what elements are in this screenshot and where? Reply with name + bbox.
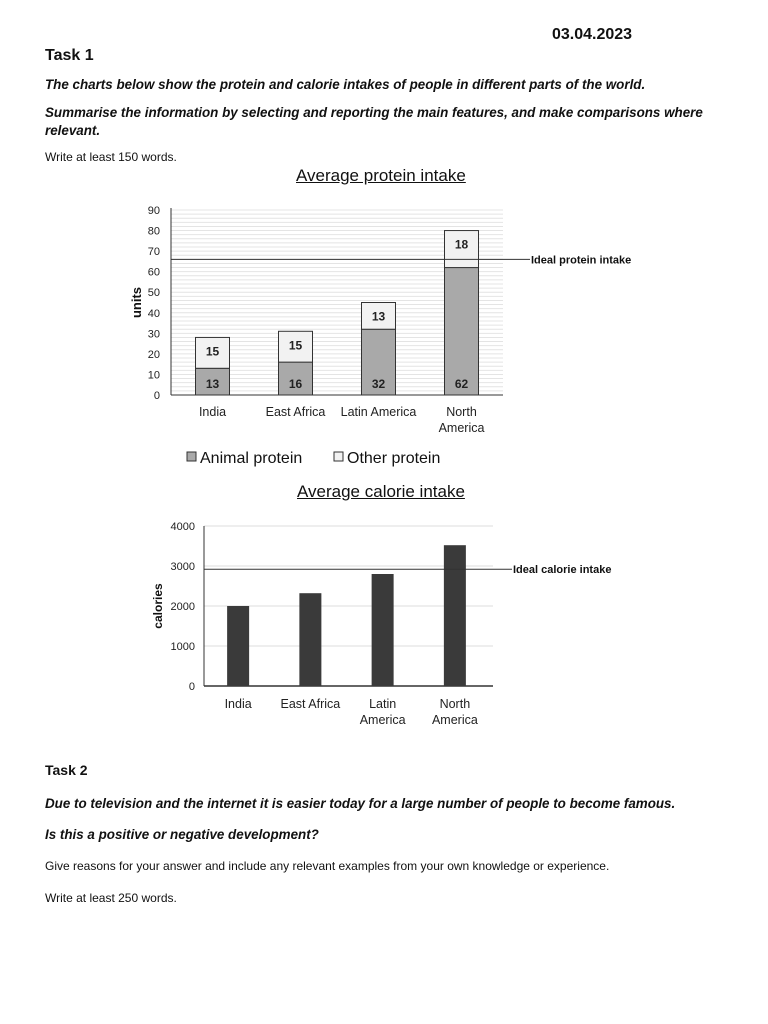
data-label: 18 (454, 237, 469, 252)
ideal-calorie-label: Ideal calorie intake (513, 564, 612, 577)
x-tick-label: America (438, 421, 485, 435)
y-tick-label: 90 (147, 205, 160, 217)
bar-calories (372, 574, 394, 686)
protein-chart (0, 195, 768, 480)
calorie-chart (0, 512, 768, 734)
x-tick-label: North (439, 697, 471, 711)
task-2-min-words: Write at least 250 words. (45, 891, 177, 905)
y-tick-label: 80 (147, 225, 160, 238)
bar-calories (444, 545, 466, 686)
task-2-prompt: Due to television and the internet it is easier today for a large number of people to become famous. (45, 796, 676, 811)
y-axis-label: units (129, 286, 144, 319)
legend-swatch-animal-protein (187, 452, 196, 461)
y-tick-label: 30 (147, 328, 160, 341)
x-tick-label: Latin America (340, 405, 417, 419)
task-1-prompt: The charts below show the protein and calorie intakes of people in different parts of the world. (45, 77, 646, 92)
y-tick-label: 0 (153, 390, 160, 402)
task-1-min-words: Write at least 150 words. (45, 150, 177, 164)
task-1-instruction: Summarise the information by selecting and reporting the main features, and make comparisons where relevant. (45, 105, 703, 138)
y-tick-label: 40 (147, 307, 160, 320)
data-label: 15 (288, 338, 303, 353)
date: 03.04.2023 (552, 26, 633, 43)
legend-label-other-protein: Other protein (347, 450, 441, 467)
bar-calories (299, 593, 321, 686)
x-tick-label: East Africa (280, 697, 341, 711)
y-tick-label: 2000 (170, 601, 195, 613)
task-1-title: Task 1 (45, 47, 94, 64)
y-tick-label: 50 (147, 287, 160, 300)
task-2-instruction: Give reasons for your answer and include any relevant examples from your own knowledge or experience. (45, 859, 610, 873)
data-label: 62 (454, 377, 469, 391)
data-label: 13 (371, 309, 386, 324)
data-label: 32 (371, 377, 386, 391)
y-tick-label: 0 (188, 681, 195, 693)
legend-swatch-other-protein (334, 452, 343, 461)
y-tick-label: 4000 (170, 521, 195, 533)
data-label: 16 (288, 377, 303, 391)
y-tick-label: 60 (147, 266, 160, 279)
x-tick-label: Latin (369, 697, 397, 711)
x-tick-label: North (446, 405, 477, 419)
task-2-title: Task 2 (45, 762, 88, 778)
y-tick-label: 70 (147, 246, 160, 259)
protein-chart-title: Average protein intake (296, 166, 466, 185)
data-label: 13 (205, 377, 220, 391)
data-label: 15 (205, 344, 220, 359)
y-axis-label: calories (151, 583, 165, 629)
bar-animal-protein (445, 268, 479, 395)
x-tick-label: America (359, 713, 406, 727)
x-tick-label: India (224, 697, 252, 711)
x-tick-label: America (431, 713, 478, 727)
y-tick-label: 1000 (170, 641, 195, 653)
x-tick-label: India (198, 405, 227, 419)
calorie-chart-title: Average calorie intake (297, 482, 465, 501)
y-tick-label: 3000 (170, 561, 195, 573)
task-2-question: Is this a positive or negative development? (45, 827, 319, 842)
x-tick-label: East Africa (265, 405, 326, 419)
y-tick-label: 10 (147, 369, 160, 382)
ideal-protein-label: Ideal protein intake (531, 254, 632, 267)
y-tick-label: 20 (147, 348, 160, 361)
bar-calories (227, 606, 249, 686)
legend-label-animal-protein: Animal protein (200, 450, 303, 467)
